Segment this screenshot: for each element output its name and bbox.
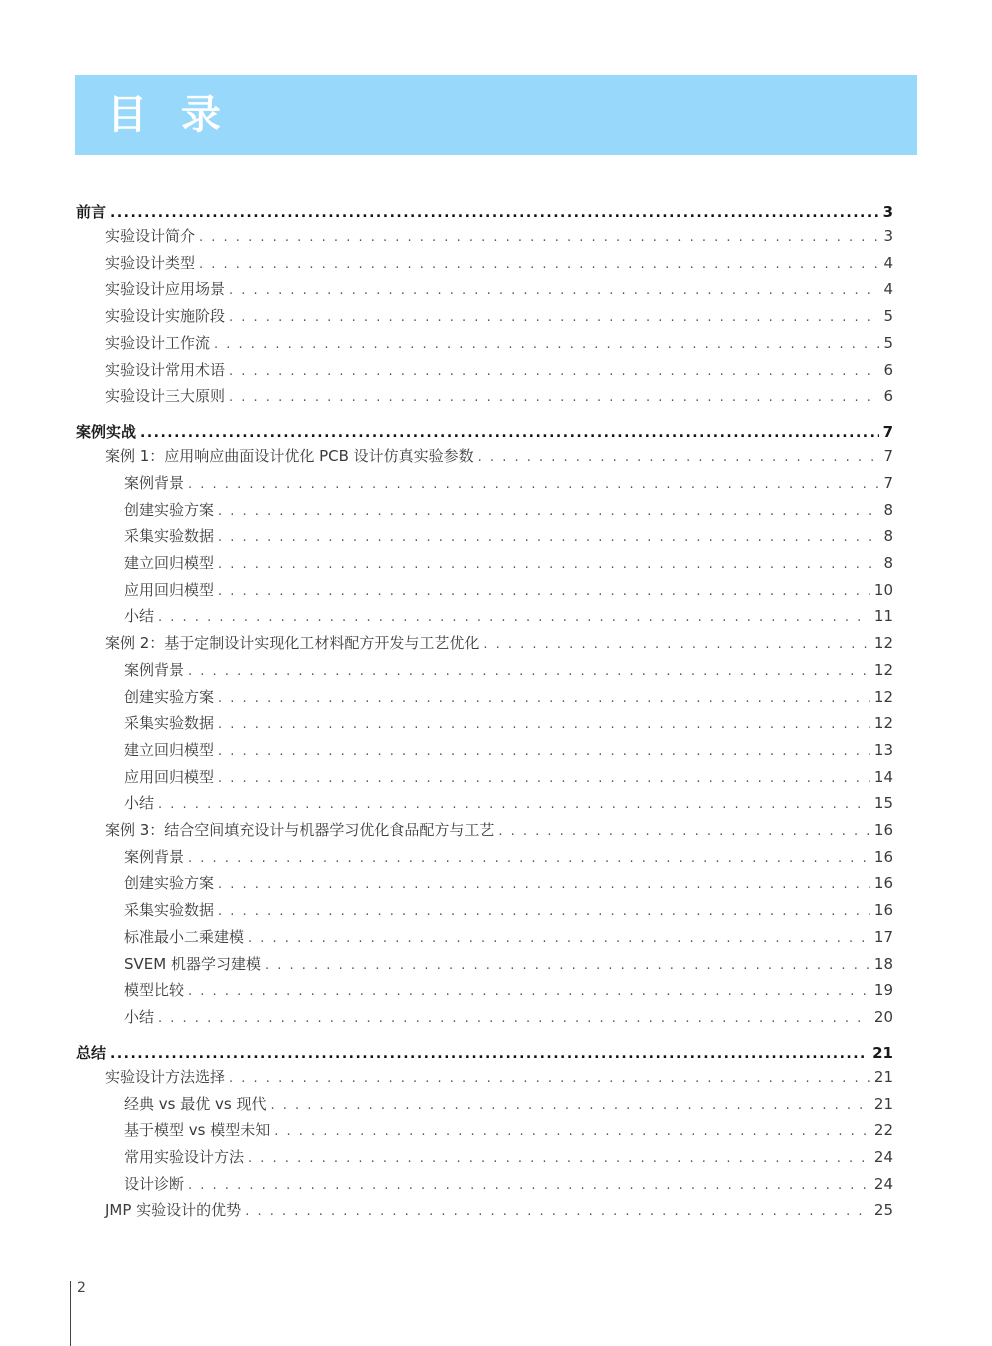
toc-page-number: 24 <box>873 1148 893 1166</box>
toc-dot-leader <box>270 1094 869 1118</box>
toc-subentry[interactable] <box>124 978 893 1002</box>
toc-dot-leader <box>218 553 879 577</box>
toc-page-number: 21 <box>872 1043 893 1062</box>
toc-subentry[interactable] <box>124 471 893 495</box>
toc-entry-label: 案例 3：结合空间填充设计与机器学习优化食品配方与工艺 <box>105 821 495 839</box>
toc-dot-leader <box>214 333 879 357</box>
toc-subentry[interactable] <box>124 952 893 976</box>
toc-dot-leader <box>218 526 879 550</box>
toc-dot-leader <box>158 1007 870 1031</box>
toc-page-number: 16 <box>873 821 893 839</box>
toc-page-number: 13 <box>873 740 893 759</box>
toc-entry[interactable] <box>105 304 893 328</box>
toc-subentry[interactable] <box>124 791 893 815</box>
toc-dot-leader <box>218 900 870 924</box>
toc-subentry[interactable] <box>124 845 893 869</box>
toc-subentry[interactable] <box>124 1092 893 1116</box>
toc-dot-leader <box>110 1042 868 1066</box>
toc-entry[interactable] <box>105 331 893 355</box>
toc-entry-label: 建立回归模型 <box>124 740 215 759</box>
toc-dot-leader <box>188 660 870 684</box>
toc-entry-label: 创建实验方案 <box>124 874 215 893</box>
toc-entry-label: 案例 2：基于定制设计实现化工材料配方开发与工艺优化 <box>105 634 480 653</box>
toc-entry-label: 案例背景 <box>124 660 185 679</box>
toc-entry[interactable] <box>105 251 893 275</box>
toc-entry[interactable] <box>105 631 893 655</box>
toc-dot-leader <box>110 201 879 225</box>
toc-section-entry[interactable] <box>76 420 893 444</box>
toc-entry-label: 应用回归模型 <box>124 580 215 599</box>
toc-page-number: 8 <box>883 527 893 546</box>
toc-entry-label: 实验设计简介 <box>105 227 196 245</box>
toc-entry[interactable] <box>105 818 893 842</box>
toc-subentry[interactable] <box>124 1145 893 1169</box>
toc-dot-leader <box>265 954 870 978</box>
toc-page-number: 24 <box>873 1174 893 1193</box>
toc-page-number: 10 <box>873 580 893 599</box>
toc-entry-label: 案例背景 <box>124 847 185 866</box>
toc-subentry[interactable] <box>124 498 893 522</box>
toc-entry-label: 经典 vs 最优 vs 现代 <box>124 1094 267 1113</box>
toc-subentry[interactable] <box>124 1005 893 1029</box>
toc-page-number: 5 <box>883 307 893 326</box>
toc-dot-leader <box>188 980 870 1004</box>
toc-subentry[interactable] <box>124 925 893 949</box>
toc-page-number: 21 <box>873 1067 893 1086</box>
toc-subentry[interactable] <box>124 738 893 762</box>
toc-dot-leader <box>218 873 870 897</box>
toc-entry-label: 小结 <box>124 1007 155 1026</box>
toc-entry-label: 采集实验数据 <box>124 714 215 733</box>
toc-dot-leader <box>229 279 879 303</box>
toc-entry-label: 标准最小二乘建模 <box>124 927 245 946</box>
toc-entry-label: JMP 实验设计的优势 <box>105 1201 242 1220</box>
toc-entry-label: SVEM 机器学习建模 <box>124 954 261 973</box>
toc-entry-label: 设计诊断 <box>124 1174 185 1193</box>
toc-dot-leader <box>140 421 879 445</box>
toc-dot-leader <box>199 226 879 250</box>
toc-page-number: 12 <box>873 660 893 679</box>
toc-entry-label: 前言 <box>76 203 107 221</box>
toc-page-number: 3 <box>882 203 893 221</box>
toc-page-number: 12 <box>873 714 893 733</box>
page-title: 目 录 <box>107 92 231 138</box>
toc-entry-label: 实验设计应用场景 <box>105 280 226 299</box>
toc-entry-label: 应用回归模型 <box>124 767 215 786</box>
toc-page-number: 5 <box>883 333 893 352</box>
toc-page-number: 22 <box>873 1121 893 1140</box>
toc-entry-label: 实验设计类型 <box>105 253 196 272</box>
toc-dot-leader <box>245 1200 870 1224</box>
toc-dot-leader <box>188 1174 870 1198</box>
toc-subentry[interactable] <box>124 711 893 735</box>
toc-subentry[interactable] <box>124 765 893 789</box>
toc-subentry[interactable] <box>124 685 893 709</box>
toc-entry[interactable] <box>105 1065 893 1089</box>
footer-divider <box>70 1281 71 1346</box>
toc-page-number: 16 <box>873 847 893 866</box>
toc-page-number: 20 <box>873 1007 893 1026</box>
toc-entry[interactable] <box>105 1198 893 1222</box>
toc-page-number: 12 <box>873 634 893 653</box>
toc-dot-leader <box>498 820 870 844</box>
toc-page-number: 12 <box>873 687 893 706</box>
toc-dot-leader <box>218 713 870 737</box>
toc-entry-label: 实验设计方法选择 <box>105 1067 226 1086</box>
toc-page-number: 17 <box>873 927 893 946</box>
toc-page-number: 15 <box>873 794 893 813</box>
toc-page-number: 18 <box>873 954 893 973</box>
toc-entry-label: 常用实验设计方法 <box>124 1148 245 1166</box>
toc-dot-leader <box>158 606 870 630</box>
toc-dot-leader <box>188 473 879 497</box>
toc-page-number: 7 <box>882 423 893 442</box>
toc-subentry[interactable] <box>124 898 893 922</box>
toc-entry-label: 实验设计实施阶段 <box>105 307 226 326</box>
toc-section-entry[interactable] <box>76 200 893 224</box>
toc-subentry[interactable] <box>124 871 893 895</box>
toc-page-number: 3 <box>883 227 893 245</box>
toc-page-number: 8 <box>883 554 893 572</box>
toc-page-number: 7 <box>883 447 893 466</box>
toc-entry[interactable] <box>105 444 893 468</box>
toc-entry-label: 小结 <box>124 794 155 813</box>
toc-subentry[interactable] <box>124 604 893 628</box>
toc-dot-leader <box>158 793 870 817</box>
toc-subentry[interactable] <box>124 658 893 682</box>
toc-page-number: 4 <box>883 253 893 272</box>
toc-page-number: 19 <box>873 981 893 1000</box>
toc-entry-label: 案例 1：应用响应曲面设计优化 PCB 设计仿真实验参数 <box>105 447 474 466</box>
toc-dot-leader <box>218 687 870 711</box>
toc-entry-label: 案例背景 <box>124 473 185 492</box>
toc-page-number: 7 <box>883 473 893 492</box>
toc-dot-leader <box>188 847 870 871</box>
toc-dot-leader <box>229 360 879 384</box>
toc-page-number: 16 <box>873 874 893 893</box>
toc-dot-leader <box>218 500 879 524</box>
toc-dot-leader <box>478 446 879 470</box>
toc-dot-leader <box>274 1120 870 1144</box>
toc-entry-label: 实验设计工作流 <box>105 333 211 352</box>
toc-page-number: 6 <box>883 387 893 406</box>
toc-entry-label: 基于模型 vs 模型未知 <box>124 1121 271 1140</box>
toc-dot-leader <box>229 1067 870 1091</box>
toc-entry-label: 建立回归模型 <box>124 554 215 572</box>
toc-subentry[interactable] <box>124 524 893 548</box>
toc-entry-label: 采集实验数据 <box>124 901 215 920</box>
toc-entry-label: 实验设计三大原则 <box>105 387 226 406</box>
toc-page-number: 14 <box>873 767 893 786</box>
toc-dot-leader <box>218 740 870 764</box>
toc-page-number: 8 <box>883 500 893 519</box>
toc-entry-label: 小结 <box>124 607 155 626</box>
toc-dot-leader <box>229 386 879 410</box>
toc-dot-leader <box>199 253 879 277</box>
toc-entry[interactable] <box>105 384 893 408</box>
toc-dot-leader <box>483 633 870 657</box>
toc-page-number: 16 <box>873 901 893 920</box>
toc-subentry[interactable] <box>124 551 893 575</box>
toc-entry[interactable] <box>105 224 893 248</box>
toc-page-number: 4 <box>883 280 893 299</box>
toc-page-number: 25 <box>873 1201 893 1220</box>
toc-page-number: 11 <box>873 607 893 626</box>
toc-entry-label: 总结 <box>76 1043 107 1062</box>
toc-dot-leader <box>229 306 879 330</box>
footer-page-number: 2 <box>77 1280 86 1296</box>
toc-dot-leader <box>218 767 870 791</box>
toc-entry-label: 创建实验方案 <box>124 687 215 706</box>
toc-entry[interactable] <box>105 277 893 301</box>
toc-dot-leader <box>218 580 870 604</box>
toc-entry[interactable] <box>105 358 893 382</box>
toc-dot-leader <box>248 927 870 951</box>
toc-entry-label: 模型比较 <box>124 981 185 1000</box>
title-banner <box>75 75 917 155</box>
toc-subentry[interactable] <box>124 578 893 602</box>
toc-entry-label: 案例实战 <box>76 423 137 442</box>
toc-entry-label: 采集实验数据 <box>124 527 215 546</box>
toc-subentry[interactable] <box>124 1172 893 1196</box>
toc-page-number: 21 <box>873 1094 893 1113</box>
toc-page-number: 6 <box>883 360 893 379</box>
toc-dot-leader <box>248 1147 870 1171</box>
toc-entry-label: 实验设计常用术语 <box>105 360 226 379</box>
toc-section-entry[interactable] <box>76 1041 893 1065</box>
toc-subentry[interactable] <box>124 1118 893 1142</box>
toc-entry-label: 创建实验方案 <box>124 500 215 519</box>
